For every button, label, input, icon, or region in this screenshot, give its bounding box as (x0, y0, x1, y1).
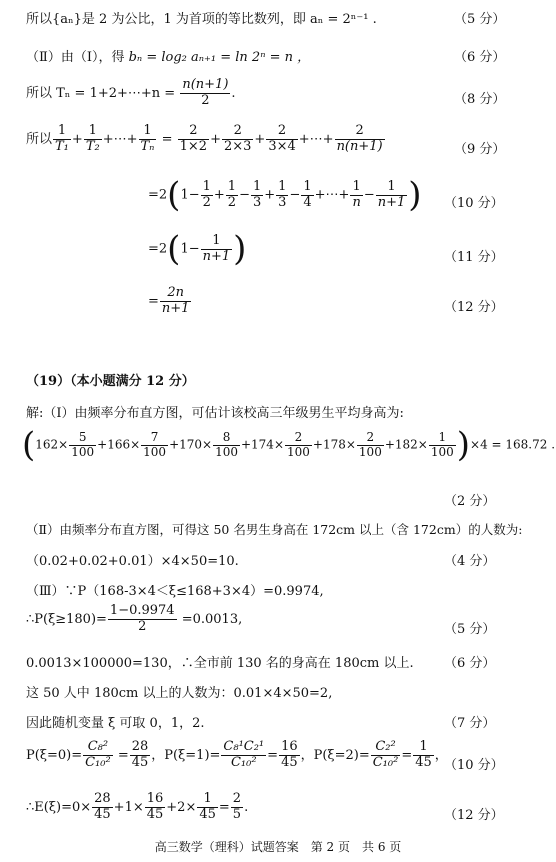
score-2: （2 分） (444, 494, 496, 509)
line-reciprocal-sum: 所以 $\frac{1}{\text{T₁}}$ + $\frac{1}{\text{T₂}}$ +⋯+ $\frac{1}{\text{Tₙ}}$ = $\frac{2}{1\times 2}$ + $\frac{2}{2\times 3}$ + $\frac{2}{3\times 4}$ +⋯+ $\frac{2}{n(n+1)}$ (26, 123, 383, 154)
score-7: （7 分） (444, 716, 496, 731)
line-final-result: = $\frac{2n}{n+1}$ (148, 285, 190, 316)
expectation-line: ∴E(ξ)=0× $\frac{28}{45}$ +1× $\frac{16}{45}$ +2× $\frac{1}{45}$ = $\frac{2}{5}$ . (26, 791, 249, 822)
part2-text: （Ⅱ）由频率分布直方图，可得这 50 名男生身高在 172cm 以上（含 172cm）的人数为: (26, 522, 523, 537)
line-geometric-sequence: 所以{aₙ}是 2 为公比，1 为首项的等比数列，即 aₙ = 2ⁿ⁻¹ . (26, 12, 377, 27)
score-9: （9 分） (454, 142, 506, 157)
score-6a: （6 分） (454, 50, 506, 65)
part3-prob: （Ⅲ）∵P（168-3×4＜ξ≤168+3×4）=0.9974, (26, 584, 324, 599)
score-4: （4 分） (444, 554, 496, 569)
solution-part1-intro: 解:（Ⅰ）由频率分布直方图，可估计该校高三年级男生平均身高为: (26, 406, 404, 421)
score-5b: （5 分） (444, 622, 496, 637)
line-simplified: =2(1− $\frac{1}{n+1}$ ) (148, 229, 247, 269)
score-5a: （5 分） (454, 12, 506, 27)
section-19-title: （19）（本小题满分 12 分） (26, 374, 195, 389)
part3-rank: 0.0013×100000=130，∴全市前 130 名的身高在 180cm 以上. (26, 656, 414, 671)
score-8: （8 分） (454, 92, 506, 107)
mean-height-expression: (162× $\frac{5}{100}$ +166× $\frac{7}{100}$ +170× $\frac{8}{100}$ +174× $\frac{2}{100}$ +178× $\frac{2}{100}$ +182× $\frac{1}{100}$ )×4 = 168.72 . (22, 425, 556, 465)
score-12a: （12 分） (444, 300, 504, 315)
score-11: （11 分） (444, 250, 504, 265)
distribution-line: P(ξ=0)= $\frac{\text{C₈²}}{\text{C₁₀²}}$ = $\frac{28}{45}$ ，P(ξ=1)= $\frac{\text{C₈¹C₂¹}}{\text{C₁₀²}}$ = $\frac{16}{45}$ ，P(ξ=2)= $\frac{\text{C₂²}}{\text{C₁₀²}}$ = $\frac{1}{45}$ ， (26, 739, 448, 770)
part3-values: 因此随机变量 ξ 可取 0，1，2. (26, 716, 205, 731)
score-6b: （6 分） (444, 656, 496, 671)
page-footer: 高三数学（理科）试题答案 第 2 页 共 6 页 (154, 840, 402, 854)
line-telescoping: =2(1− $\frac{1}{2}$ + $\frac{1}{2}$ − $\frac{1}{3}$ + $\frac{1}{3}$ − $\frac{1}{4}$ +⋯+ $\frac{1}{n}$ − $\frac{1}{n+1}$ ) (148, 175, 422, 215)
part3-tail-prob: ∴P(ξ≥180)= $\frac{1-0.9974}{2}$ =0.0013, (26, 603, 243, 634)
part2-calc: （0.02+0.02+0.01）×4×50=10. (26, 554, 239, 569)
part3-count: 这 50 人中 180cm 以上的人数为：0.01×4×50=2, (26, 686, 333, 701)
line-tn-sum: 所以 Tₙ = 1+2+⋯+n = $\frac{n(n+1)}{2}$ . (26, 77, 236, 108)
score-10b: （10 分） (444, 758, 504, 773)
fraction: $\frac{n(n+1)}{2}$ (182, 77, 229, 108)
line-part2-bn: （Ⅱ）由（Ⅰ），得 bₙ = log₂ aₙ₊₁ = ln 2ⁿ = n ， (26, 50, 311, 65)
score-10a: （10 分） (444, 196, 504, 211)
score-12b: （12 分） (444, 808, 504, 823)
